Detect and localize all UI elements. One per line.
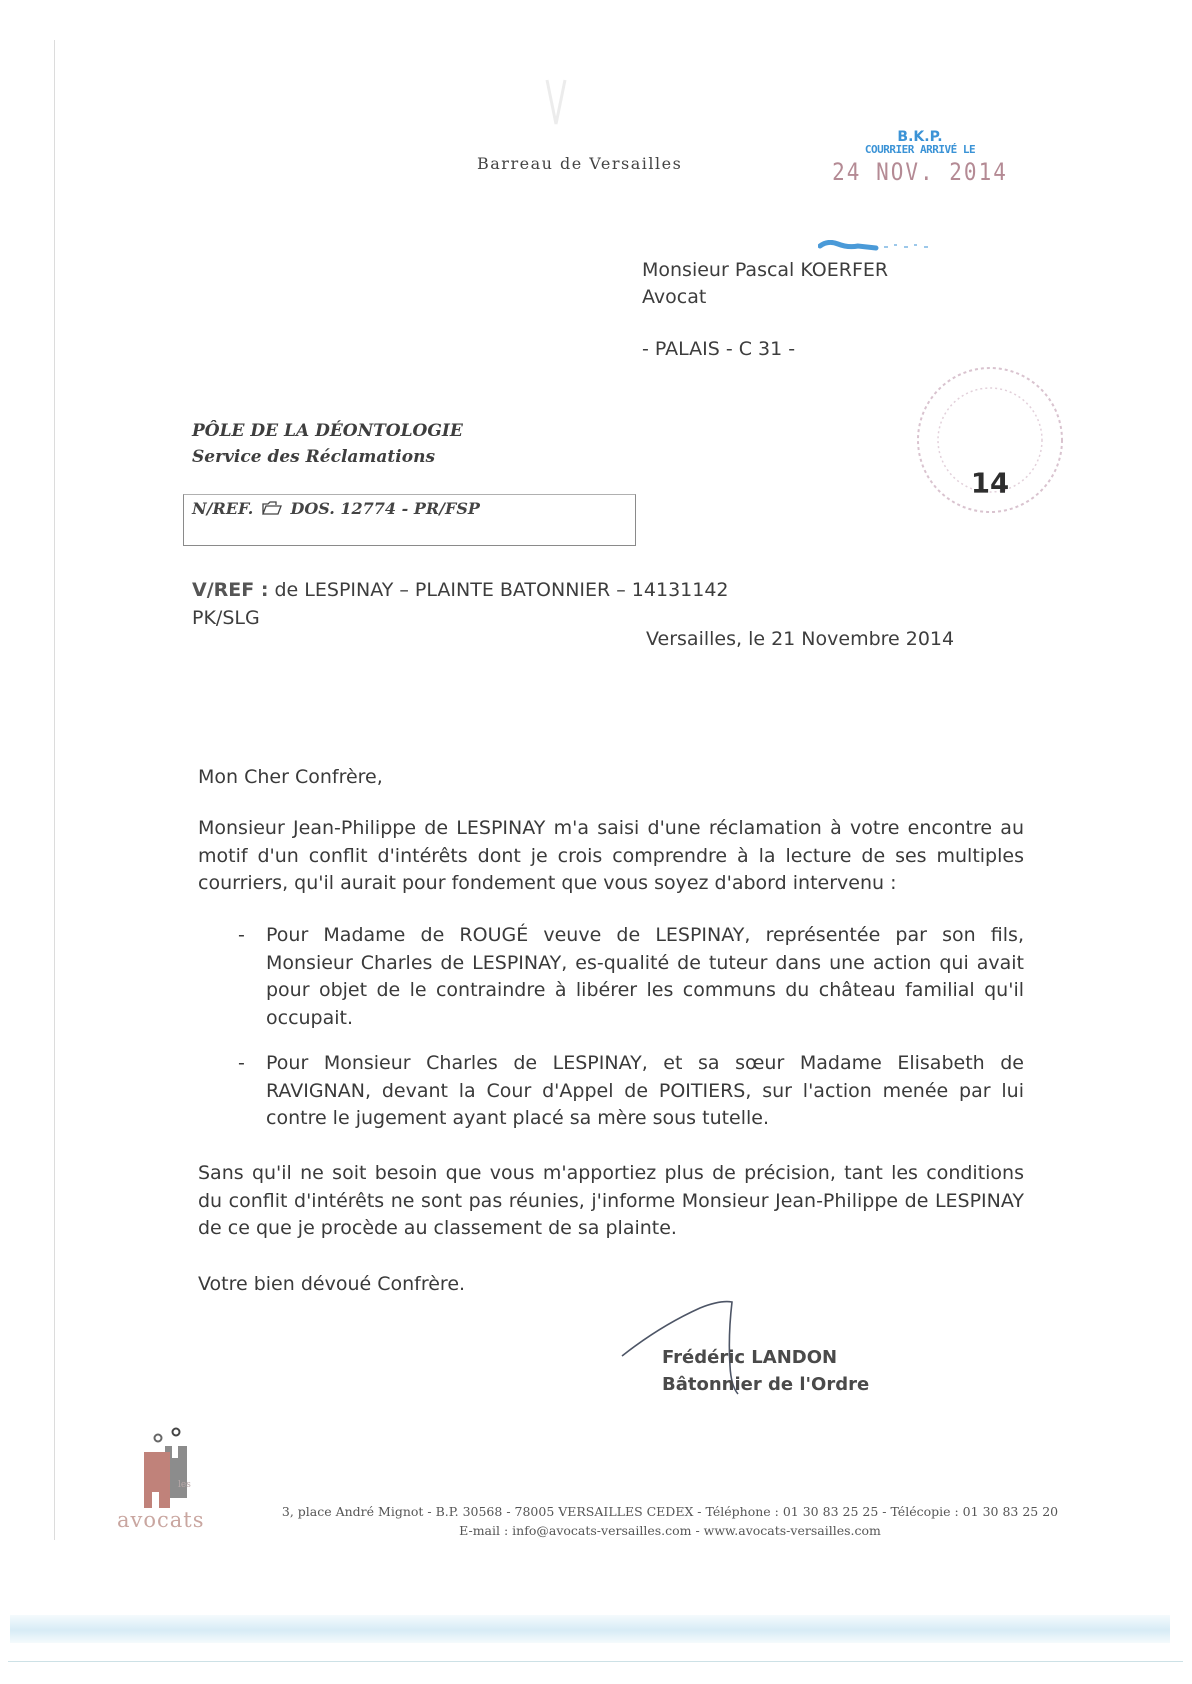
round-received-stamp: [910, 360, 1070, 520]
scan-artifact-band: [10, 1615, 1170, 1643]
list-item: [238, 1050, 1024, 1133]
our-reference-label: N/REF.: [192, 499, 254, 518]
arrival-stamp-date: 24 NOV. 2014: [832, 158, 1008, 186]
folder-icon: [262, 501, 282, 515]
salutation: Mon Cher Confrère,: [198, 766, 383, 788]
department-service: Service des Réclamations: [192, 447, 436, 467]
recipient-block: [642, 257, 888, 363]
list-item: [238, 922, 1024, 1032]
arrival-stamp-header: B.K.P.: [897, 129, 943, 145]
body-paragraph-2: Sans qu'il ne soit besoin que vous m'apportiez plus de précision, tant les conditions du conflit d'intérêts ne sont pas réunies, j'informe Monsieur Jean-Philippe de LESPINAY de ce que je procède au classement de sa plainte.: [198, 1162, 1024, 1239]
logo-small-text: les: [178, 1480, 191, 1490]
list-item-text: Pour Madame de ROUGÉ veuve de LESPINAY, représentée par son fils, Monsieur Charles de LESPINAY, es-qualité de tuteur dans une action qui avait pour objet de le contraindre à libérer les communs du château familial qu'il occupait.: [266, 924, 1024, 1029]
scan-margin-line: [54, 40, 55, 1540]
footer-address: 3, place André Mignot - B.P. 30568 - 78005 VERSAILLES CEDEX - Téléphone : 01 30 83 25 25 - Télécopie : 01 30 83 25 20: [281, 1504, 1059, 1519]
footer-email-web: E-mail : info@avocats-versailles.com - www.avocats-versailles.com: [459, 1523, 881, 1538]
signatory-block: [662, 1344, 869, 1398]
department-block: [192, 418, 463, 470]
arrival-stamp-label: COURRIER ARRIVÉ LE: [864, 143, 976, 156]
scan-bottom-line: [8, 1661, 1183, 1662]
department-name: PÔLE DE LA DÉONTOLOGIE: [192, 421, 463, 441]
our-reference-value: DOS. 12774 - PR/FSP: [290, 499, 480, 518]
arrival-stamp: [820, 130, 1020, 184]
signatory-title: Bâtonnier de l'Ordre: [662, 1374, 870, 1395]
logo-text: avocats: [117, 1508, 205, 1532]
your-reference-label: V/REF :: [192, 579, 269, 601]
signatory-name: Frédéric LANDON: [662, 1347, 838, 1368]
list-item-text: Pour Monsieur Charles de LESPINAY, et sa sœur Madame Elisabeth de RAVIGNAN, devant la Cour d'Appel de POITIERS, sur l'action menée par lui contre le jugement ayant placé sa mère sous tutelle.: [266, 1052, 1024, 1129]
handwritten-number: 14: [970, 467, 1010, 500]
place-and-date: Versailles, le 21 Novembre 2014: [646, 628, 955, 650]
footer-contact: [270, 1502, 1070, 1540]
your-reference-value: de LESPINAY – PLAINTE BATONNIER – 14131142: [274, 579, 729, 601]
your-reference-block: [192, 576, 729, 632]
recipient-address: - PALAIS - C 31 -: [642, 338, 796, 360]
letterhead-title: Barreau de Versailles: [477, 154, 683, 173]
recipient-name: Monsieur Pascal KOERFER: [642, 259, 889, 281]
bullet-dash: -: [238, 1052, 245, 1074]
watermark-v-logo: [545, 78, 567, 126]
our-reference: [192, 499, 480, 518]
blue-ink-mark: [818, 240, 948, 254]
bullet-dash: -: [238, 924, 245, 946]
closing-formula: Votre bien dévoué Confrère.: [198, 1273, 466, 1295]
our-reference-box: [183, 494, 636, 546]
recipient-title: Avocat: [642, 286, 707, 308]
reference-initials: PK/SLG: [192, 607, 260, 629]
body-paragraph-1: Monsieur Jean-Philippe de LESPINAY m'a saisi d'une réclamation à votre encontre au motif d'un conflit d'intérêts dont je crois comprendre à la lecture de ses multiples courriers, qu'il aurait pour fondement que vous soyez d'abord intervenu :: [198, 817, 1024, 894]
